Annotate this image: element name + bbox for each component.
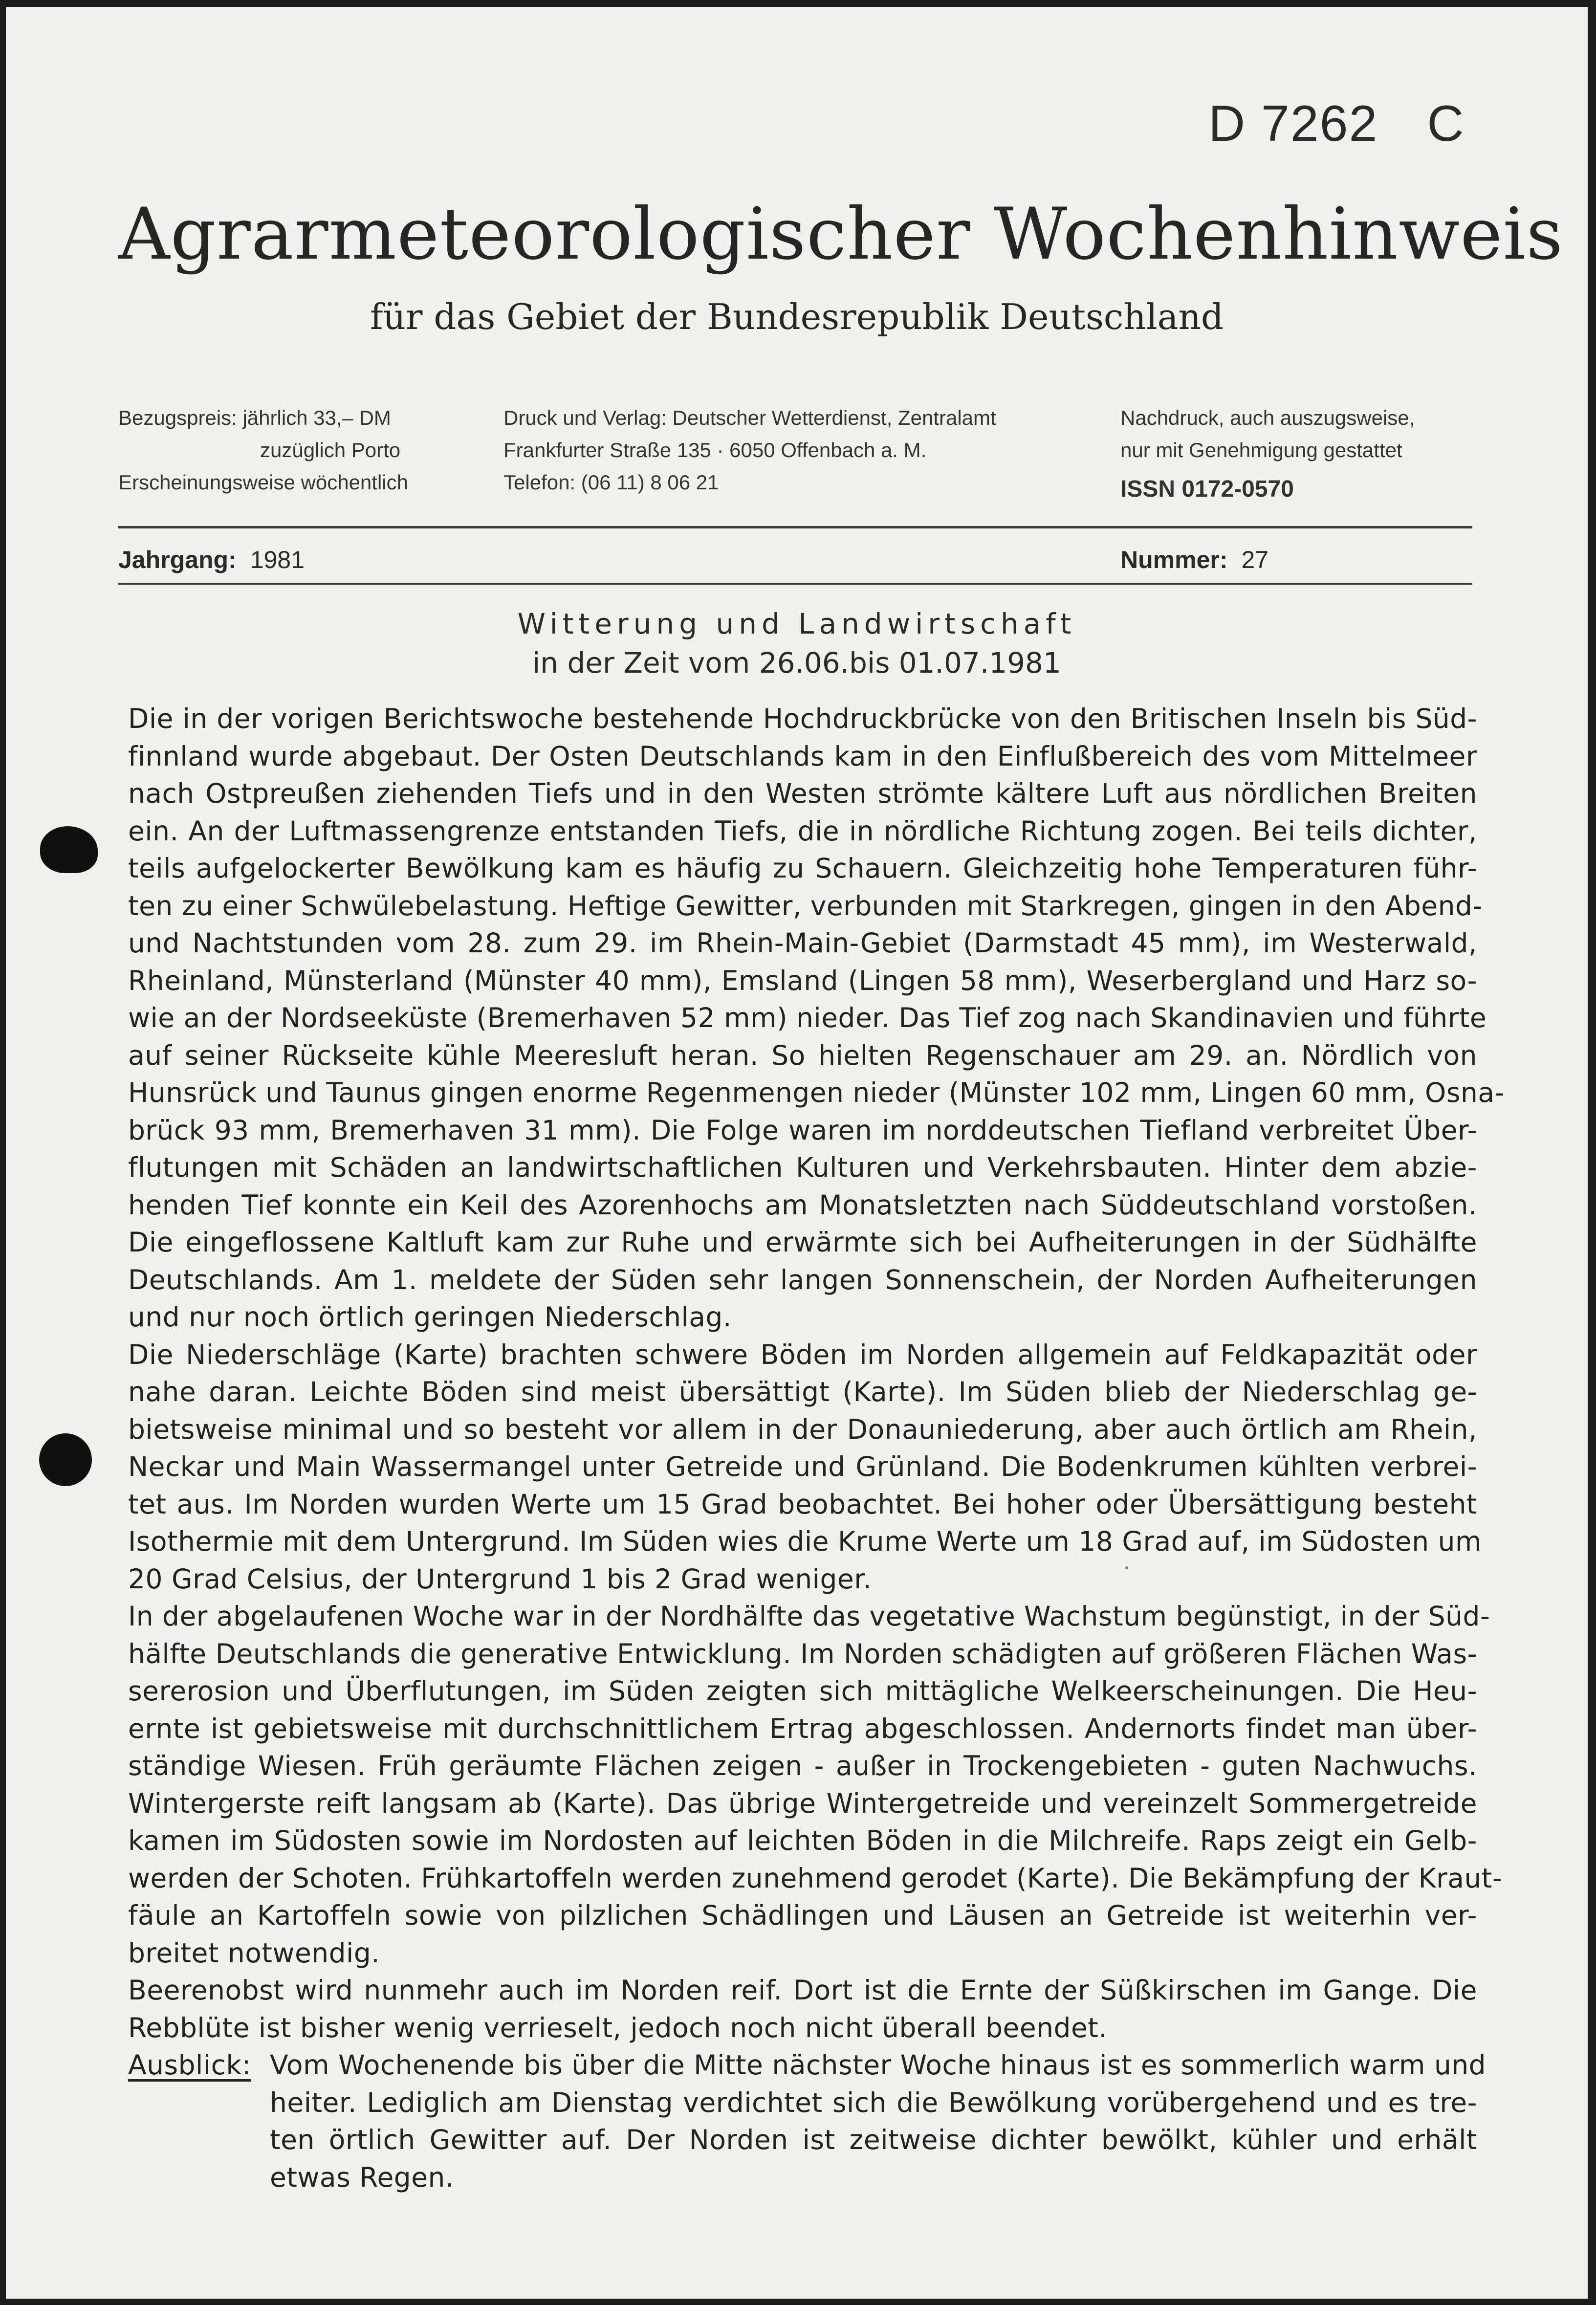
divider-top (118, 526, 1472, 528)
text-line: nach Ostpreußen ziehenden Tiefs und in den Westen strömte kältere Luft aus nördlichen Breiten (128, 778, 1477, 809)
text-line: tet aus. Im Norden wurden Werte um 15 Grad beobachtet. Bei hoher oder Übersättigung besteht (128, 1488, 1477, 1520)
text-line: hälfte Deutschlands die generative Entwicklung. Im Norden schädigten auf größeren Flächen Was- (128, 1638, 1477, 1669)
text-line: Rheinland, Münsterland (Münster 40 mm), Emsland (Lingen 58 mm), Weserbergland und Harz so- (128, 965, 1477, 996)
text-line: kamen im Südosten sowie im Nordosten auf leichten Böden in die Milchreife. Raps zeigt ein Gelb- (128, 1825, 1477, 1856)
text-line: Die Niederschläge (Karte) brachten schwere Böden im Norden allgemein auf Feldkapazität oder (128, 1339, 1477, 1370)
report-body (128, 700, 1505, 2196)
text-line: nahe daran. Leichte Böden sind meist übersättigt (Karte). Im Süden blieb der Niederschlag ge- (128, 1376, 1477, 1407)
text-line: fäule an Kartoffeln sowie von pilzlichen Schädlingen und Läusen an Getreide ist weiterhin ver- (128, 1900, 1477, 1931)
text-line: etwas Regen. (270, 2161, 454, 2193)
text-line: ernte ist gebietsweise mit durchschnittlichem Ertrag abgeschlossen. Andernorts findet man über- (128, 1712, 1477, 1744)
publication-title: Agrarmeteorologischer Wochenhinweis (118, 193, 1564, 276)
reprint-info (1120, 402, 1415, 505)
text-line: ten örtlich Gewitter auf. Der Norden ist zeitweise dichter bewölkt, kühler und erhält (270, 2124, 1477, 2155)
text-line: sererosion und Überflutungen, im Süden zeigten sich mittägliche Welkeerscheinungen. Die Heu- (128, 1675, 1477, 1707)
document-code-suffix: C (1427, 95, 1465, 152)
publisher-line: Druck und Verlag: Deutscher Wetterdienst, Zentralamt (503, 406, 996, 429)
issue-value: 27 (1241, 546, 1269, 573)
paragraph-soil (128, 1336, 1482, 1598)
publication-subtitle: für das Gebiet der Bundesrepublik Deutschland (370, 296, 1224, 337)
document-page (6, 7, 1588, 2299)
text-line: Beerenobst wird nunmehr auch im Norden reif. Dort ist die Ernte der Süßkirschen im Gange. Die (128, 1975, 1477, 2006)
text-line: Neckar und Main Wassermangel unter Getreide und Grünland. Die Bodenkrumen kühlten verbrei- (128, 1451, 1477, 1482)
publisher-info (503, 402, 996, 499)
text-line: Vom Wochenende bis über die Mitte nächster Woche hinaus ist es sommerlich warm und (270, 2049, 1487, 2081)
text-line: 20 Grad Celsius, der Untergrund 1 bis 2 Grad weniger. (128, 1563, 872, 1595)
price-info (118, 402, 408, 499)
punch-hole-bottom (39, 1433, 92, 1486)
text-line: Die eingeflossene Kaltluft kam zur Ruhe und erwärmte sich bei Aufheiterungen in der Südhälfte (128, 1227, 1477, 1258)
text-line: und nur noch örtlich geringen Niederschlag. (128, 1301, 732, 1333)
postage-line: zuzüglich Porto (260, 439, 401, 461)
text-line: ständige Wiesen. Früh geräumte Flächen zeigen - außer in Trockengebieten - guten Nachwuchs. (128, 1750, 1477, 1781)
text-line: werden der Schoten. Frühkartoffeln werden zunehmend gerodet (Karte). Die Bekämpfung der Kraut- (128, 1862, 1503, 1894)
paragraph-fruit (128, 1972, 1477, 2046)
section-title: Witterung und Landwirtschaft (517, 607, 1076, 640)
divider-bottom (118, 583, 1472, 585)
phone-line: Telefon: (06 11) 8 06 21 (503, 471, 719, 494)
text-line: Deutschlands. Am 1. meldete der Süden sehr langen Sonnenschein, der Norden Aufheiterungen (128, 1264, 1477, 1295)
text-line: finnland wurde abgebaut. Der Osten Deutschlands kam in den Einflußbereich des vom Mittelmeer (128, 740, 1477, 772)
text-line: henden Tief konnte ein Keil des Azorenhochs am Monatsletzten nach Süddeutschland vorstoßen. (128, 1189, 1477, 1221)
text-line: heiter. Lediglich am Dienstag verdichtet sich die Bewölkung vorübergehend und es tre- (270, 2086, 1477, 2118)
text-line: bietsweise minimal und so besteht vor allem in der Donauniederung, aber auch örtlich am Rhein, (128, 1413, 1477, 1445)
text-line: Hunsrück und Taunus gingen enorme Regenmengen nieder (Münster 102 mm, Lingen 60 mm, Osna- (128, 1077, 1505, 1108)
price-line: Bezugspreis: jährlich 33,– DM (118, 406, 391, 429)
text-line: Isothermie mit dem Untergrund. Im Süden wies die Krume Werte um 18 Grad auf, im Südosten um (128, 1526, 1482, 1557)
outlook-label: Ausblick: (128, 2049, 251, 2081)
section-heading (6, 604, 1588, 682)
text-line: In der abgelaufenen Woche war in der Nordhälfte das vegetative Wachstum begünstigt, in der Süd- (128, 1601, 1490, 1632)
text-line: ein. An der Luftmassengrenze entstanden Tiefs, die in nördliche Richtung zogen. Bei teils dichter, (128, 815, 1477, 847)
outlook-section (128, 2046, 1487, 2196)
punch-hole-top (40, 826, 98, 873)
issue-label: Nummer: (1120, 546, 1228, 573)
text-line: Rebblüte ist bisher wenig verrieselt, jedoch noch nicht überall beendet. (128, 2012, 1108, 2043)
volume-info (118, 546, 305, 574)
text-line: breitet notwendig. (128, 1937, 380, 1969)
text-line: flutungen mit Schäden an landwirtschaftlichen Kulturen und Verkehrsbauten. Hinter dem abzie- (128, 1152, 1477, 1183)
paragraph-crops (128, 1598, 1503, 1972)
document-code (1208, 95, 1465, 153)
text-line: auf seiner Rückseite kühle Meeresluft heran. So hielten Regenschauer am 29. an. Nördlich von (128, 1039, 1477, 1071)
text-line: brück 93 mm, Bremerhaven 31 mm). Die Folge waren im norddeutschen Tiefland verbreitet Über- (128, 1114, 1477, 1146)
reprint-line-1: Nachdruck, auch auszugsweise, (1120, 406, 1415, 429)
volume-value: 1981 (250, 546, 305, 573)
text-line: Wintergerste reift langsam ab (Karte). Das übrige Wintergetreide und vereinzelt Sommergetreide (128, 1787, 1477, 1819)
outlook-text (270, 2046, 1487, 2196)
paragraph-weather (128, 700, 1505, 1336)
text-line: ten zu einer Schwülebelastung. Heftige Gewitter, verbunden mit Starkregen, gingen in den Abend- (128, 890, 1483, 922)
text-line: Die in der vorigen Berichtswoche bestehende Hochdruckbrücke von den Britischen Inseln bis Süd- (128, 703, 1477, 734)
document-code-number: D 7262 (1208, 95, 1378, 152)
text-line: und Nachtstunden vom 28. zum 29. im Rhein-Main-Gebiet (Darmstadt 45 mm), im Westerwald, (128, 927, 1477, 959)
issue-info (1120, 546, 1268, 574)
frequency-line: Erscheinungsweise wöchentlich (118, 471, 408, 494)
text-line: wie an der Nordseeküste (Bremerhaven 52 mm) nieder. Das Tief zog nach Skandinavien und führte (128, 1002, 1487, 1033)
paper-speck (1125, 1566, 1128, 1569)
text-line: teils aufgelockerter Bewölkung kam es häufig zu Schauern. Gleichzeitig hohe Temperaturen führ- (128, 853, 1477, 884)
section-period: in der Zeit vom 26.06.bis 01.07.1981 (532, 646, 1061, 680)
reprint-line-2: nur mit Genehmigung gestattet (1120, 439, 1402, 461)
issn: ISSN 0172-0570 (1120, 476, 1294, 502)
volume-label: Jahrgang: (118, 546, 237, 573)
address-line: Frankfurter Straße 135 · 6050 Offenbach a. M. (503, 439, 927, 461)
